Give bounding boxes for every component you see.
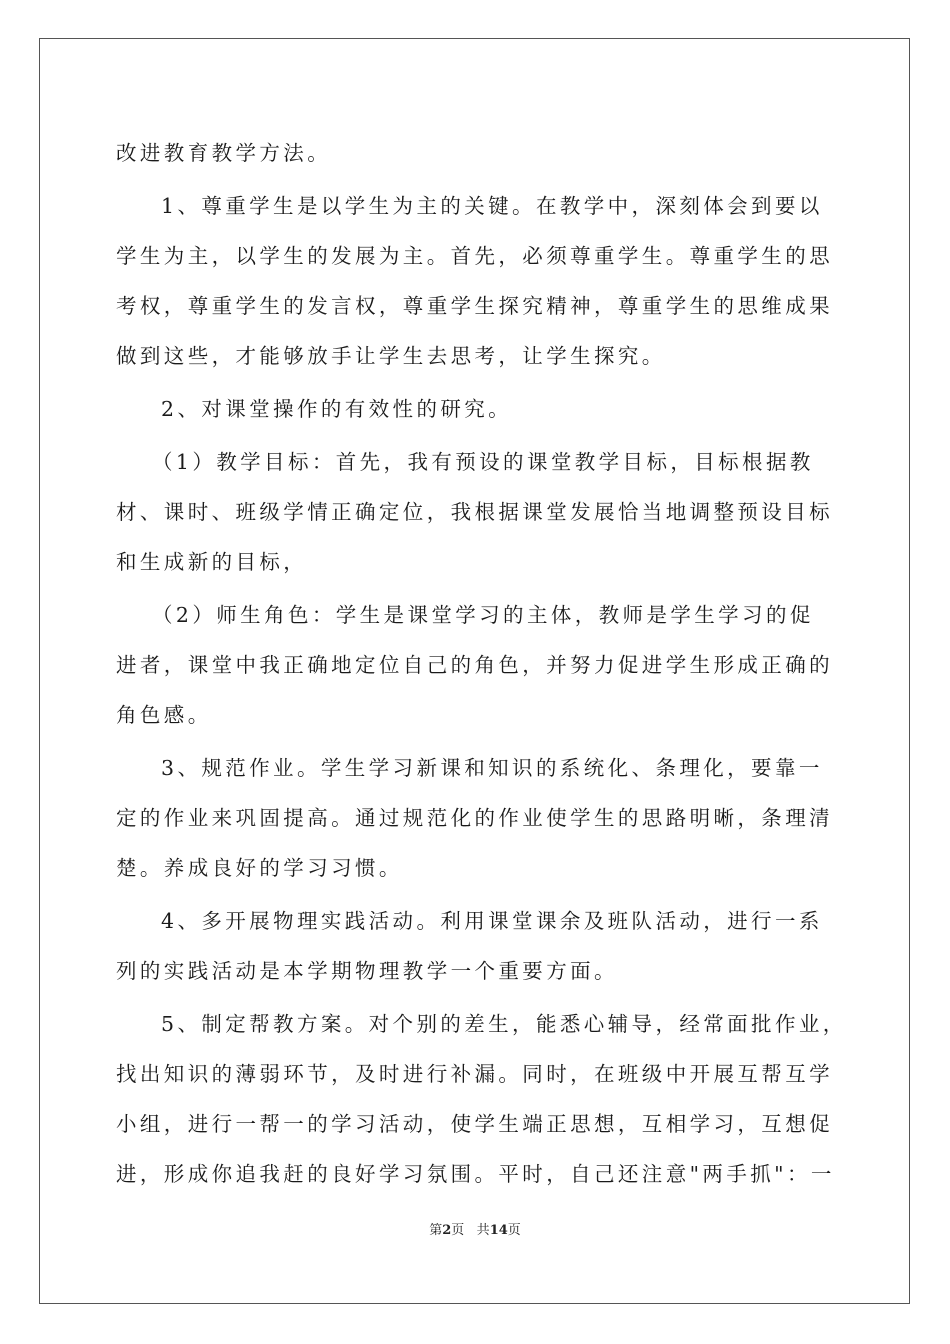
text-line: 1、尊重学生是以学生为主的关键。在教学中，深刻体会到要以 <box>161 194 823 218</box>
text-line: 5、制定帮教方案。对个别的差生，能悉心辅导，经常面批作业， <box>161 1012 847 1036</box>
text-line: 角色感。 <box>116 703 212 727</box>
text-line: （1）教学目标：首先，我有预设的课堂教学目标，目标根据教 <box>152 450 814 474</box>
text-line: 2、对课堂操作的有效性的研究。 <box>161 397 513 421</box>
paragraph <box>116 128 836 178</box>
document-body <box>116 128 847 1199</box>
total-pages-number: 14 <box>489 1223 508 1238</box>
text-line: 楚。养成良好的学习习惯。 <box>116 856 403 880</box>
paragraph <box>116 437 836 587</box>
paragraph <box>116 181 836 381</box>
text-line: 小组，进行一帮一的学习活动，使学生端正思想，互相学习，互想促 <box>116 1112 833 1136</box>
text-line: 材、课时、班级学情正确定位，我根据课堂发展恰当地调整预设目标 <box>116 500 833 524</box>
paragraph <box>116 590 836 740</box>
text-line: （2）师生角色：学生是课堂学习的主体，教师是学生学习的促 <box>152 603 814 627</box>
paragraph <box>116 743 836 893</box>
text-line: 考权，尊重学生的发言权，尊重学生探究精神，尊重学生的思维成果 <box>116 294 833 318</box>
current-page-number: 2 <box>442 1223 452 1238</box>
text-line: 学生为主，以学生的发展为主。首先，必须尊重学生。尊重学生的思 <box>116 244 833 268</box>
text-line: 改进教育教学方法。 <box>116 141 332 165</box>
paragraph <box>116 999 847 1199</box>
paragraph <box>116 384 836 434</box>
text-line: 3、规范作业。学生学习新课和知识的系统化、条理化，要靠一 <box>161 756 823 780</box>
text-line: 4、多开展物理实践活动。利用课堂课余及班队活动，进行一系 <box>161 909 823 933</box>
page-footer <box>0 1219 950 1238</box>
page-prefix: 第 <box>429 1223 443 1238</box>
paragraph <box>116 896 836 996</box>
text-line: 找出知识的薄弱环节，及时进行补漏。同时，在班级中开展互帮互学 <box>116 1062 833 1086</box>
text-line: 做到这些，才能够放手让学生去思考，让学生探究。 <box>116 344 666 368</box>
text-line: 定的作业来巩固提高。通过规范化的作业使学生的思路明晰，条理清 <box>116 806 833 830</box>
total-suffix: 页 <box>507 1223 521 1238</box>
text-line: 进者，课堂中我正确地定位自己的角色，并努力促进学生形成正确的 <box>116 653 833 677</box>
text-line: 和生成新的目标， <box>116 550 308 574</box>
page-suffix: 页 <box>451 1223 465 1238</box>
total-prefix: 共 <box>476 1223 490 1238</box>
text-line: 列的实践活动是本学期物理教学一个重要方面。 <box>116 959 618 983</box>
text-line: 进，形成你追我赶的良好学习氛围。平时，自己还注意"两手抓"：一 <box>116 1162 835 1186</box>
